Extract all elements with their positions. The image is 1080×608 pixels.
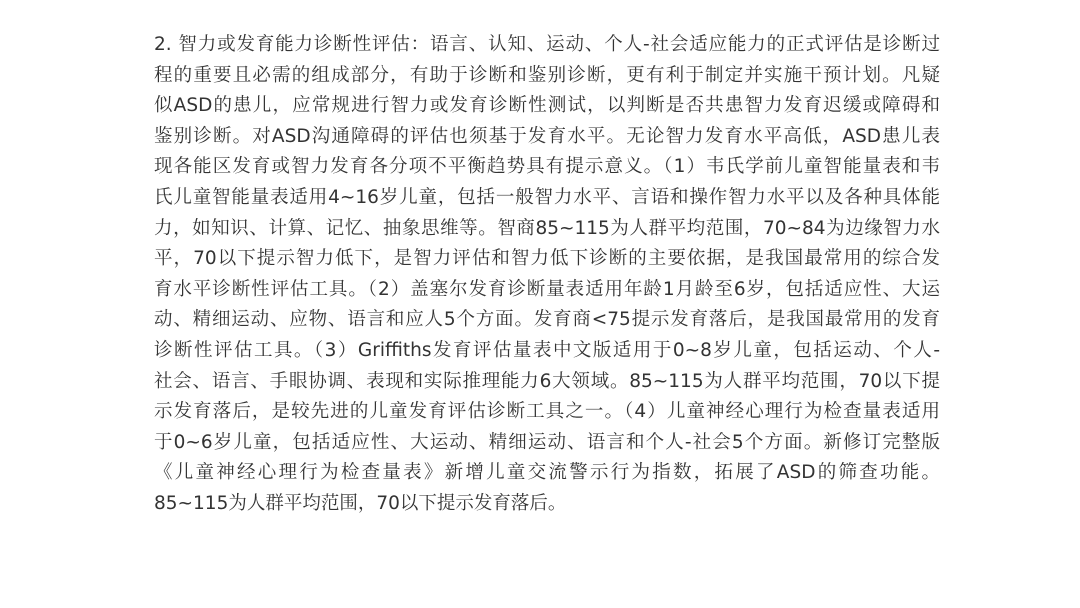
- text-line: 氏儿童智能量表适用4~16岁儿童，包括一般智力水平、言语和操作智力水平以及各种具体能: [154, 186, 940, 208]
- text-line: 诊断性评估工具。（3）Griffiths发育评估量表中文版适用于0~8岁儿童，包括运动、个人-: [154, 339, 940, 361]
- text-line: 鉴别诊断。对ASD沟通障碍的评估也须基于发育水平。无论智力发育水平高低，ASD患儿表: [154, 125, 940, 147]
- text-line: 《儿童神经心理行为检查量表》新增儿童交流警示行为指数，拓展了ASD的筛查功能。: [154, 462, 940, 484]
- text-line: 程的重要且必需的组成部分，有助于诊断和鉴别诊断，更有利于制定并实施干预计划。凡疑: [154, 64, 940, 86]
- text-line: 力，如知识、计算、记忆、抽象思维等。智商85~115为人群平均范围，70~84为边缘智力水: [154, 217, 940, 239]
- text-line: 2. 智力或发育能力诊断性评估：语言、认知、运动、个人-社会适应能力的正式评估是诊断过: [154, 34, 940, 55]
- text-line: 育水平诊断性评估工具。（2）盖塞尔发育诊断量表适用年龄1月龄至6岁，包括适应性、大运: [154, 278, 940, 300]
- text-line: 85~115为人群平均范围，70以下提示发育落后。: [154, 492, 567, 514]
- text-line: 于0~6岁儿童，包括适应性、大运动、精细运动、语言和个人-社会5个方面。新修订完整版: [154, 431, 940, 453]
- text-line: 示发育落后，是较先进的儿童发育评估诊断工具之一。（4）儿童神经心理行为检查量表适用: [154, 401, 940, 423]
- text-line: 动、精细运动、应物、语言和应人5个方面。发育商<75提示发育落后，是我国最常用的发育: [154, 309, 940, 331]
- text-line: 社会、语言、手眼协调、表现和实际推理能力6大领域。85~115为人群平均范围，70以下提: [154, 370, 940, 392]
- text-line: 平，70以下提示智力低下，是智力评估和智力低下诊断的主要依据，是我国最常用的综合发: [154, 248, 940, 270]
- text-line: 似ASD的患儿，应常规进行智力或发育诊断性测试，以判断是否共患智力发育迟缓或障碍和: [154, 95, 940, 117]
- article-paragraph: [154, 30, 940, 520]
- text-line: 现各能区发育或智力发育各分项不平衡趋势具有提示意义。（1）韦氏学前儿童智能量表和韦: [154, 156, 940, 178]
